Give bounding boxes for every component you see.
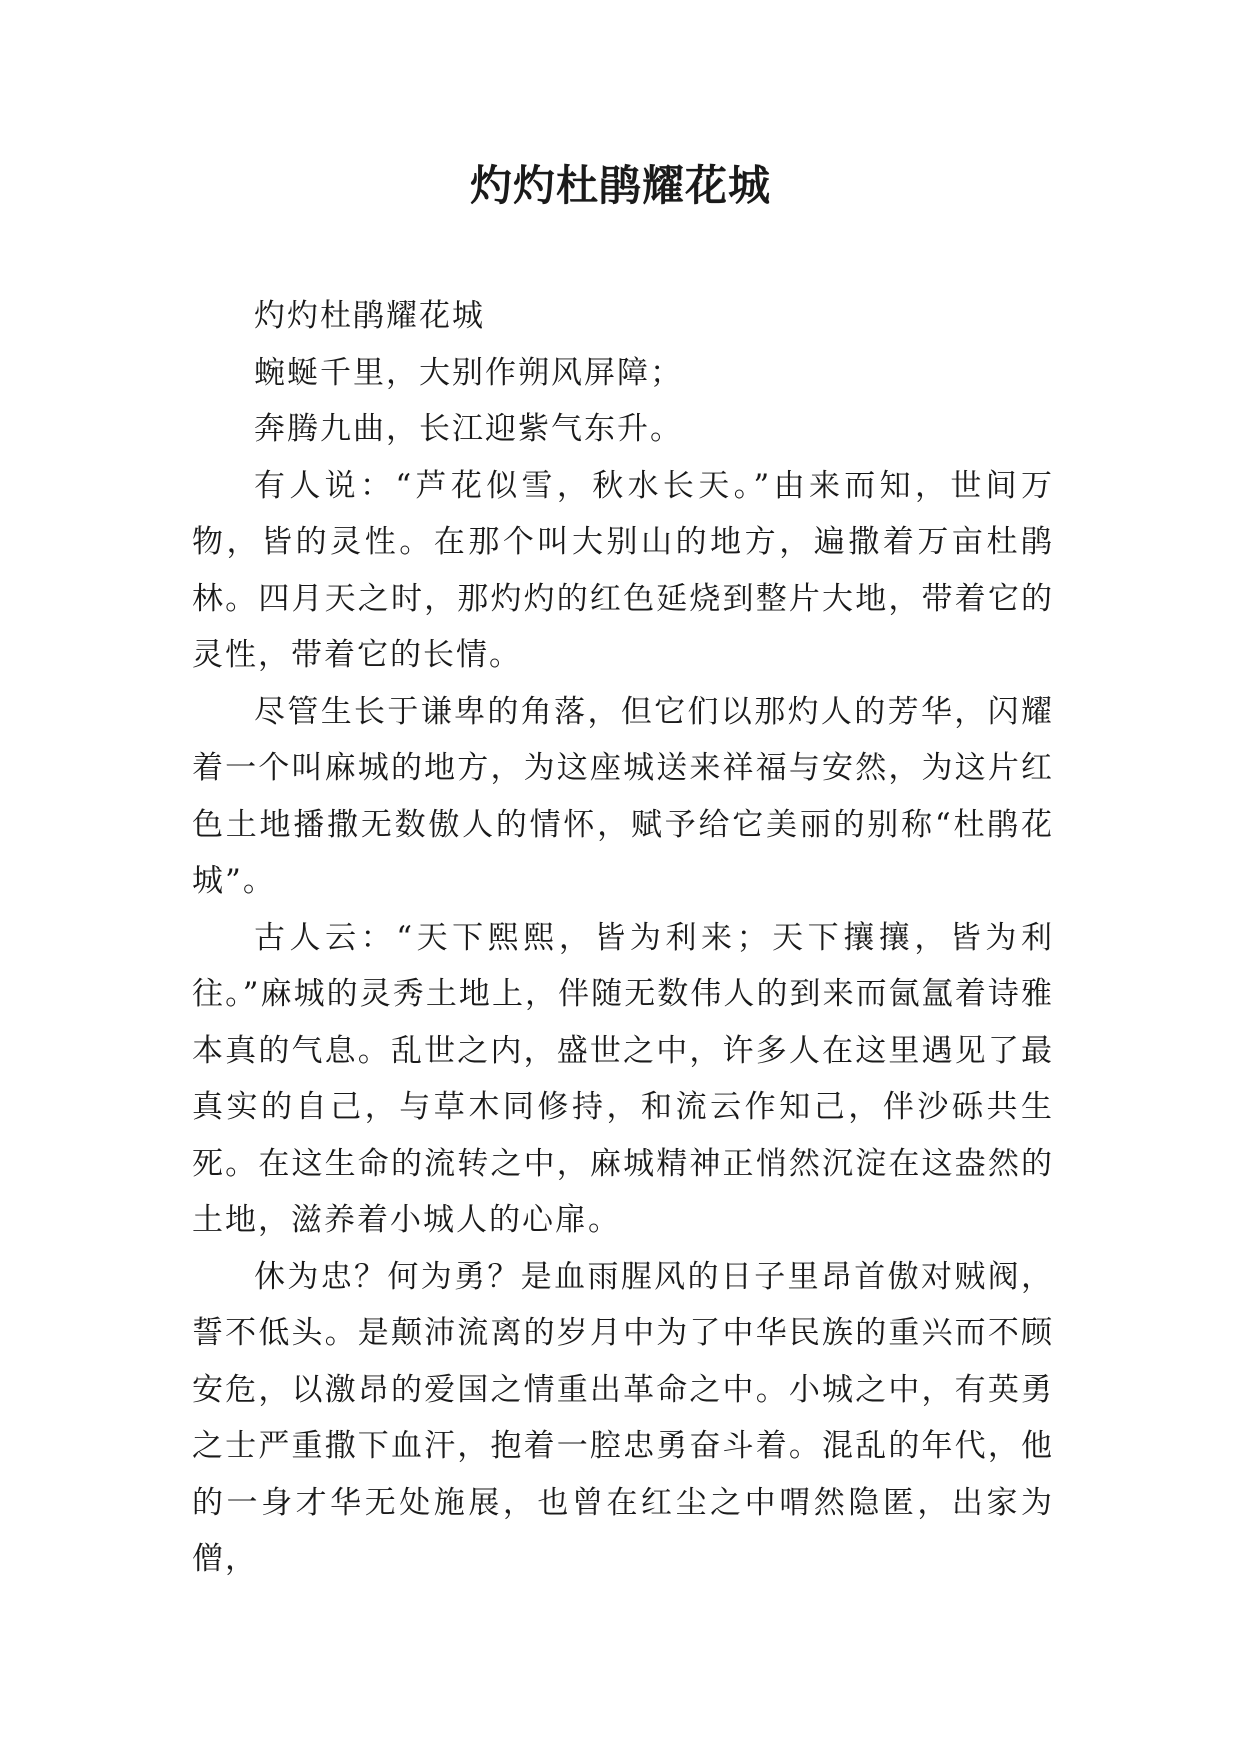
document-title: 灼灼杜鹃耀花城 (469, 161, 771, 210)
paragraph: 灼灼杜鹃耀花城 (254, 298, 485, 334)
paragraph: 有人说：“芦花似雪，秋水长天。”由来而知，世间万物，皆的灵性。在那个叫大别山的地方，遍撒着万亩杜鹃林。四月天之时，那灼灼的红色延烧到整片大地，带着它的灵性，带着它的长情。 (192, 467, 1054, 673)
paragraph: 古人云：“天下熙熙，皆为利来；天下攘攘，皆为利往。”麻城的灵秀土地上，伴随无数伟人的到来而氤氲着诗雅本真的气息。乱世之内，盛世之中，许多人在这里遇见了最真实的自己，与草木同修持，和流云作知己，伴沙砾共生死。在这生命的流转之中，麻城精神正悄然沉淀在这盎然的土地，滋养着小城人的心扉。 (192, 919, 1054, 1238)
paragraph: 蜿蜒千里，大别作朔风屏障； (254, 354, 683, 391)
paragraph: 奔腾九曲，长江迎紫气东升。 (254, 411, 683, 447)
document-body (192, 288, 1054, 1588)
paragraph: 休为忠？何为勇？是血雨腥风的日子里昂首傲对贼阀，誓不低头。是颠沛流离的岁月中为了中华民族的重兴而不顾安危，以激昂的爱国之情重出革命之中。小城之中，有英勇之士严重撒下血汗，抱着一腔忠勇奋斗着。混乱的年代，他的一身才华无处施展，也曾在红尘之中喟然隐匿，出家为僧， (192, 1258, 1054, 1577)
paragraph: 尽管生长于谦卑的角落，但它们以那灼人的芳华，闪耀着一个叫麻城的地方，为这座城送来祥福与安然，为这片红色土地播撒无数傲人的情怀，赋予给它美丽的别称“杜鹃花城”。 (192, 693, 1054, 899)
